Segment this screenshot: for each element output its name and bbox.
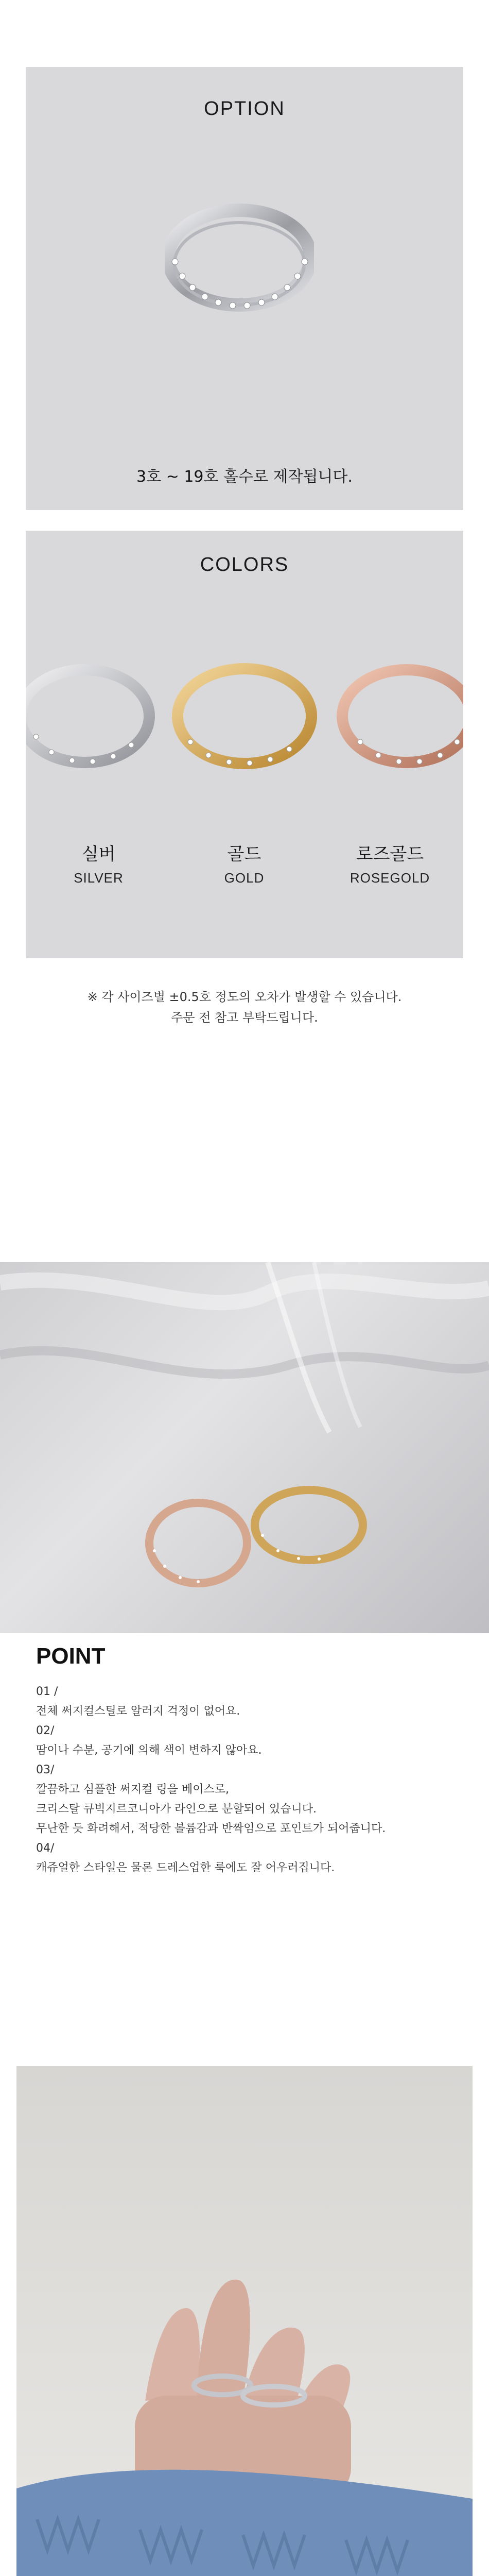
color-gold-kr: 골드 [227, 844, 261, 865]
point-item-text-3b: 크리스탈 큐빅지르코니아가 라인으로 분할되어 있습니다. [36, 1803, 317, 1816]
color-silver-en: SILVER [74, 870, 124, 886]
fabric-scene-graphic [0, 1262, 489, 1633]
point-item-num-2: 02/ [36, 1724, 55, 1737]
color-rosegold-en: ROSEGOLD [350, 870, 430, 886]
color-option-silver [26, 840, 171, 886]
point-item-text-2: 땀이나 수분, 공기에 의해 색이 변하지 않아요. [36, 1744, 262, 1757]
hand-sweater-graphic [16, 2066, 473, 2576]
point-item-num-4: 04/ [36, 1842, 55, 1855]
color-option-rosegold [317, 840, 463, 886]
three-rings-image [26, 659, 463, 773]
point-item-text-1: 전체 써지컬스틸로 알러지 걱정이 없어요. [36, 1705, 240, 1718]
color-option-gold [171, 840, 317, 886]
point-title: POINT [36, 1643, 106, 1669]
rings-on-fabric-photo [0, 1262, 489, 1633]
point-item-text-3: 깔끔하고 심플한 써지컬 링을 베이스로, [36, 1783, 229, 1796]
point-item-num-1: 01 / [36, 1685, 58, 1698]
option-card [26, 67, 463, 510]
size-caption: 3호 ~ 19호 홀수로 제작됩니다. [136, 468, 353, 486]
color-rosegold-kr: 로즈골드 [356, 844, 424, 865]
point-item-text-3c: 무난한 듯 화려해서, 적당한 볼륨감과 반짝임으로 포인트가 되어줍니다. [36, 1822, 386, 1835]
silver-ring-hand-photo [16, 2066, 473, 2576]
color-gold-en: GOLD [224, 870, 265, 886]
color-silver-kr: 실버 [81, 844, 116, 865]
size-note-2: 주문 전 참고 부탁드립니다. [171, 1010, 318, 1025]
point-list [36, 1682, 458, 1878]
silver-ring-image [165, 201, 314, 314]
colors-card [26, 531, 463, 958]
size-note-1: ※ 각 사이즈별 ±0.5호 정도의 오차가 발생할 수 있습니다. [87, 990, 402, 1004]
colors-title: COLORS [200, 554, 289, 575]
option-title: OPTION [204, 98, 285, 120]
point-item-text-4: 캐쥬얼한 스타일은 물론 드레스업한 룩에도 잘 어우러집니다. [36, 1861, 335, 1874]
point-item-num-3: 03/ [36, 1764, 55, 1776]
